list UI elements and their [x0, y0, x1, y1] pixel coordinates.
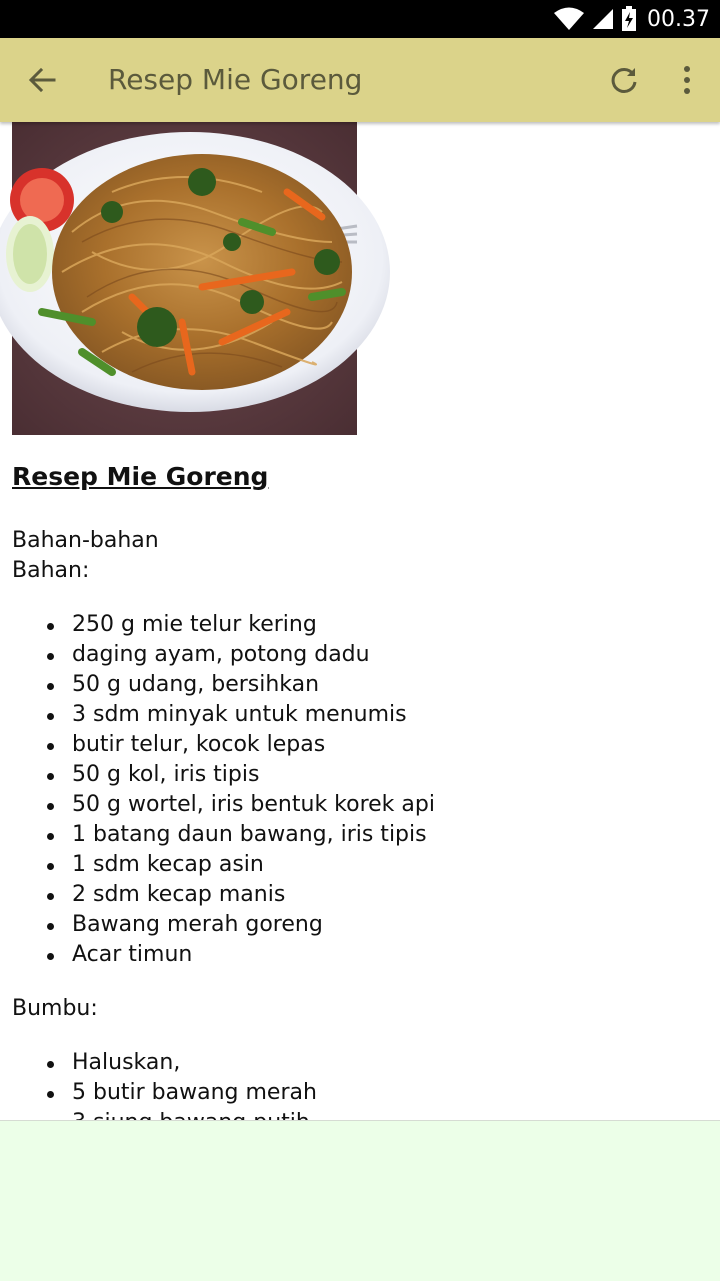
app-bar — [0, 38, 720, 122]
list-item: 250 g mie telur kering — [72, 610, 712, 640]
list-item: Bawang merah goreng — [72, 910, 712, 940]
refresh-icon — [609, 65, 639, 95]
signal-icon — [591, 7, 615, 31]
list-item: 1 batang daun bawang, iris tipis — [72, 820, 712, 850]
more-options-button[interactable] — [664, 56, 710, 104]
arrow-left-icon — [27, 65, 57, 95]
recipe-heading: Resep Mie Goreng — [12, 462, 269, 491]
battery-charging-icon — [621, 6, 637, 32]
list-item: 2 sdm kecap manis — [72, 880, 712, 910]
list-item: 50 g udang, bersihkan — [72, 670, 712, 700]
status-bar — [0, 0, 720, 38]
wifi-icon — [553, 7, 585, 31]
list-item: 50 g wortel, iris bentuk korek api — [72, 790, 712, 820]
list-item: 3 sdm minyak untuk menumis — [72, 700, 712, 730]
list-item: 5 butir bawang merah — [72, 1078, 712, 1108]
ad-banner-area — [0, 1120, 720, 1281]
more-vertical-icon — [682, 65, 692, 95]
status-time: 00.37 — [647, 6, 710, 32]
list-item: 1 sdm kecap asin — [72, 850, 712, 880]
bahan-list — [12, 610, 712, 970]
bumbu-label: Bumbu: — [12, 996, 98, 1021]
article-content[interactable] — [0, 122, 720, 1120]
status-icons — [553, 0, 710, 38]
list-item: Haluskan, — [72, 1048, 712, 1078]
bahan-label: Bahan: — [12, 558, 90, 583]
list-item: 50 g kol, iris tipis — [72, 760, 712, 790]
back-button[interactable] — [18, 56, 66, 104]
app-title: Resep Mie Goreng — [108, 63, 363, 96]
list-item: Acar timun — [72, 940, 712, 970]
list-item: daging ayam, potong dadu — [72, 640, 712, 670]
refresh-button[interactable] — [600, 56, 648, 104]
list-item: butir telur, kocok lepas — [72, 730, 712, 760]
mie-goreng-photo — [12, 122, 357, 435]
bahan-bahan-label: Bahan-bahan — [12, 528, 159, 553]
